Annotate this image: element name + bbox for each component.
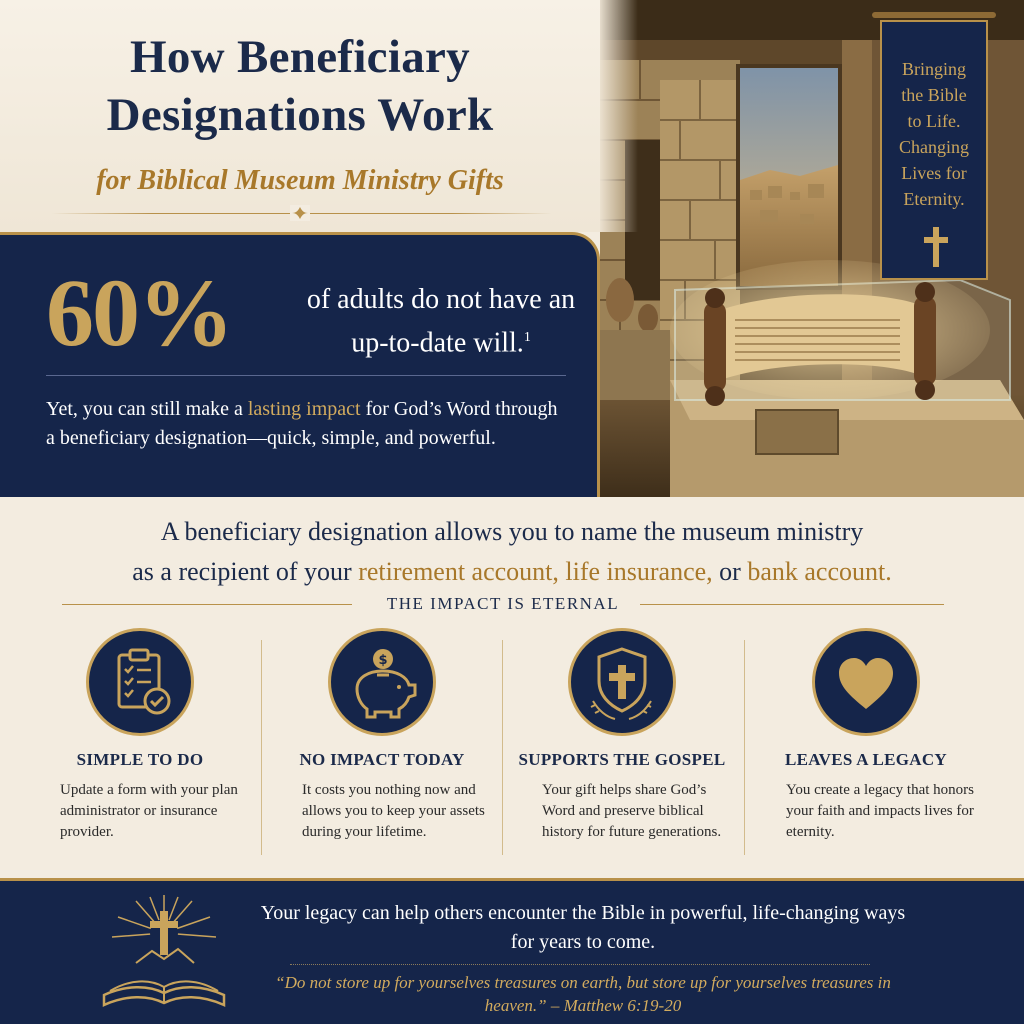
impact-heading: THE IMPACT IS ETERNAL [386, 594, 620, 613]
statistic-panel [0, 232, 600, 497]
statistic-text [296, 281, 586, 362]
quote-citation: – Matthew 6:19-20 [550, 996, 682, 1015]
clipboard-check-icon [89, 631, 191, 733]
feature-icon-circle [812, 628, 920, 736]
banner-line: Bringing [901, 59, 966, 79]
feature-simple [20, 628, 260, 868]
retirement-account-text: retirement account, [358, 557, 559, 586]
svg-text:$: $ [378, 653, 388, 668]
impact-rule-right [640, 604, 944, 605]
banner-rod [872, 12, 996, 18]
intro-or: or [712, 557, 748, 586]
page-title-line1: How Beneficiary [130, 31, 470, 83]
feature-icon-circle [86, 628, 194, 736]
statistic-body-highlight: lasting impact [247, 398, 361, 420]
intro-line2-prefix: as a recipient of your [132, 557, 359, 586]
impact-heading-row [62, 594, 944, 614]
column-divider [744, 640, 745, 855]
feature-text: Your gift helps share God’s Word and preserve biblical history for future generations. [542, 782, 722, 840]
statistic-divider [46, 375, 566, 376]
statistic-body-before: Yet, you can still make a [46, 398, 248, 420]
feature-icon-circle [568, 628, 676, 736]
intro-text [0, 512, 1024, 592]
quote-text: “Do not store up for yourselves treasures on earth, but store up for yourselves treasures in heaven.” [275, 973, 891, 1015]
footer-message: Your legacy can help others encounter the Bible in powerful, life-changing ways for years to come. [260, 902, 906, 953]
feature-text: You create a legacy that honors your faith and impacts lives for eternity. [786, 782, 974, 840]
shield-cross-icon [571, 631, 673, 733]
scripture-quote [258, 971, 908, 1017]
feature-title: NO IMPACT TODAY [299, 750, 465, 769]
feature-no-impact [262, 628, 502, 868]
museum-exhibit-image [600, 0, 1024, 497]
image-fade [600, 0, 638, 232]
feature-text: Update a form with your plan administrator or insurance provider. [60, 782, 238, 840]
footer-divider [290, 964, 870, 965]
bank-account-text: bank account. [747, 557, 892, 586]
banner-line: Eternity. [903, 189, 965, 209]
feature-title: SUPPORTS THE GOSPEL [518, 750, 726, 769]
banner-line: to Life. [907, 111, 961, 131]
title-block [0, 0, 600, 232]
statistic-text-body: of adults do not have an up-to-date will. [306, 284, 576, 359]
page-subtitle: for Biblical Museum Ministry Gifts [96, 165, 504, 196]
hero-section [0, 0, 1024, 497]
banner-line: Lives for [901, 163, 967, 183]
statistic-body-after: for God’s Word through a beneficiary designation—quick, simple, and powerful. [46, 398, 558, 449]
banner-line: Changing [899, 137, 969, 157]
statistic-footnote: 1 [523, 330, 531, 345]
intro-line2 [0, 552, 1024, 592]
cross-icon [922, 227, 950, 267]
heart-icon [815, 631, 917, 733]
piggy-bank-icon [331, 631, 433, 733]
statistic-value: 60% [46, 259, 232, 366]
statistic-body [46, 395, 566, 453]
intro-line1: A beneficiary designation allows you to name the museum ministry [160, 517, 864, 546]
feature-icon-circle [328, 628, 436, 736]
open-bible-cross-icon [96, 893, 232, 1017]
footer-panel [0, 878, 1024, 1024]
banner-line: the Bible [901, 85, 967, 105]
feature-text: It costs you nothing now and allows you to keep your assets during your lifetime. [302, 782, 485, 840]
feature-supports-gospel [502, 628, 742, 868]
feature-title: SIMPLE TO DO [76, 750, 204, 769]
life-insurance-text: life insurance, [558, 557, 713, 586]
fleuron-icon [290, 205, 310, 221]
page-title-line2: Designations Work [106, 89, 494, 141]
feature-title: LEAVES A LEGACY [785, 750, 947, 769]
museum-banner [880, 20, 988, 280]
feature-legacy [746, 628, 986, 868]
